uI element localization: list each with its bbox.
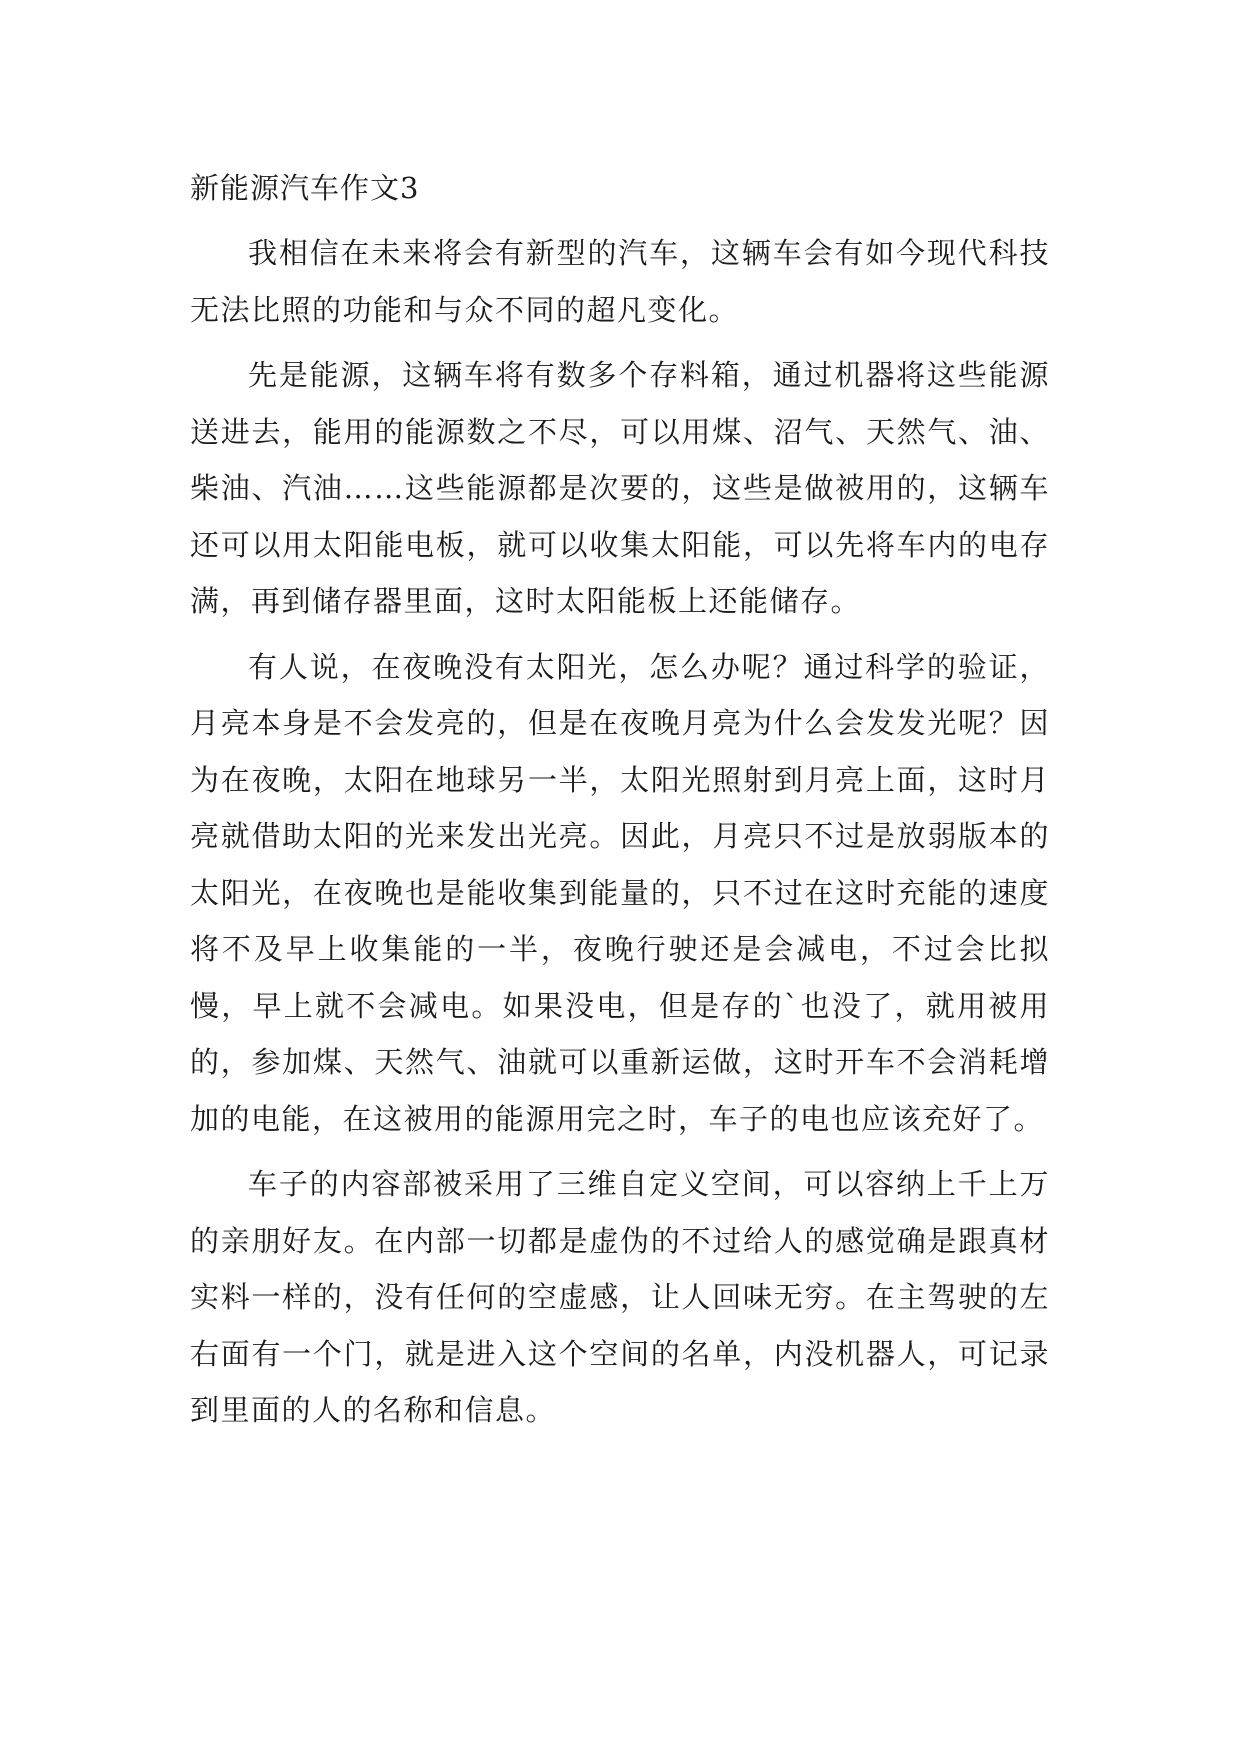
paragraph-1: 我相信在未来将会有新型的汽车，这辆车会有如今现代科技无法比照的功能和与众不同的超凡变化。	[190, 236, 1050, 327]
paragraph-3: 有人说，在夜晚没有太阳光，怎么办呢？通过科学的验证，月亮本身是不会发亮的，但是在夜晚月亮为什么会发发光呢？因为在夜晚，太阳在地球另一半，太阳光照射到月亮上面，这时月亮就借助太阳的光来发出光亮。因此，月亮只不过是放弱版本的太阳光，在夜晚也是能收集到能量的，只不过在这时充能的速度将不及早上收集能的一半，夜晚行驶还是会减电，不过会比拟慢，早上就不会减电。如果没电，但是存的`也没了，就用被用的，参加煤、天然气、油就可以重新运做，这时开车不会消耗增加的电能，在这被用的能源用完之时，车子的电也应该充好了。	[190, 649, 1050, 1136]
document-title: 新能源汽车作文3	[190, 171, 420, 205]
paragraph-2: 先是能源，这辆车将有数多个存料箱，通过机器将这些能源送进去，能用的能源数之不尽，可以用煤、沼气、天然气、油、柴油、汽油……这些能源都是次要的，这些是做被用的，这辆车还可以用太阳能电板，就可以收集太阳能，可以先将车内的电存满，再到储存器里面，这时太阳能板上还能储存。	[190, 358, 1050, 618]
document-body	[190, 160, 1050, 1439]
paragraph-4: 车子的内容部被采用了三维自定义空间，可以容纳上千上万的亲朋好友。在内部一切都是虚伪的不过给人的感觉确是跟真材实料一样的，没有任何的空虚感，让人回味无穷。在主驾驶的左右面有一个门，就是进入这个空间的名单，内没机器人，可记录到里面的人的名称和信息。	[190, 1167, 1050, 1427]
